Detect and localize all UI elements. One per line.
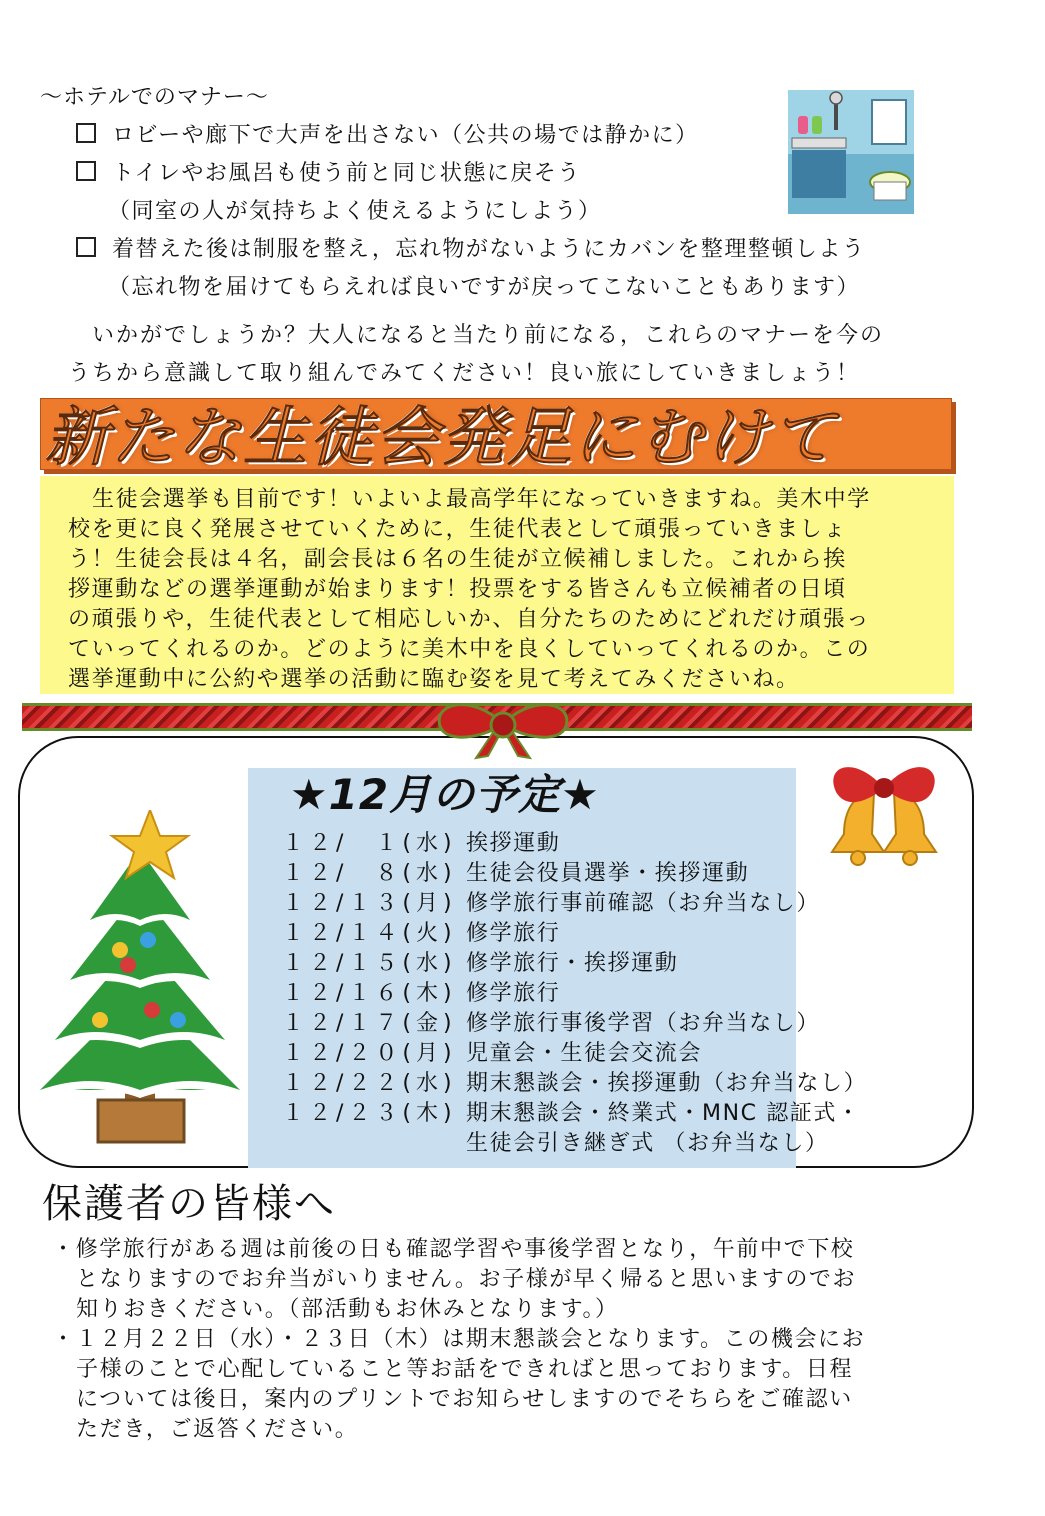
manner-item-2 [76,156,581,187]
parents-line-7: ただき，ご返答ください。 [76,1417,359,1442]
parents-title: 保護者の皆様へ [42,1181,336,1227]
bathroom-icon [788,90,914,218]
schedule-date: １２/１４(火) [282,921,457,946]
manner-item-text: 着替えた後は制服を整え，忘れ物がないようにカバンを整理整頓しよう [112,237,866,262]
schedule-event: 修学旅行・挨拶運動 [466,951,679,976]
parents-line-3: 知りおきください。（部活動もお休みとなります。） [76,1297,619,1322]
schedule-date: １２/２３(木) [282,1101,457,1126]
student-council-line-2: 校を更に良く発展させていくために，生徒代表として頑張っていきましょ [68,517,847,542]
manner-item-2-note: （同室の人が気持ちよく使えるようにしよう） [108,199,602,224]
parents-line-4: ・１２月２２日（水）・２３日（木）は期末懇談会となります。この機会にお [52,1327,866,1352]
parents-line-1: ・修学旅行がある週は前後の日も確認学習や事後学習となり，午前中で下校 [52,1237,855,1262]
schedule-event: 期末懇談会・挨拶運動（お弁当なし） [466,1071,868,1096]
schedule-event: 修学旅行事前確認（お弁当なし） [466,891,821,916]
student-council-line-3: う！生徒会長は４名，副会長は６名の生徒が立候補しました。これから挨 [68,547,847,572]
schedule-title: ★12月の予定★ [290,770,600,819]
student-council-line-4: 拶運動などの選挙運動が始まります！投票をする皆さんも立候補者の日頃 [68,577,847,602]
schedule-event: 生徒会引き継ぎ式 （お弁当なし） [466,1131,829,1156]
schedule-date: １２/２２(水) [282,1071,457,1096]
schedule-event: 修学旅行 [466,921,561,946]
schedule-date: １２/２０(月) [282,1041,457,1066]
christmas-tree-icon [40,810,240,1154]
manner-item-1 [76,118,699,149]
student-council-line-6: ていってくれるのか。どのように美木中を良くしていってくれるのか。この [68,637,871,662]
schedule-event: 挨拶運動 [466,831,561,856]
manner-item-3-note: （忘れ物を届けてもらえれば良いですが戻ってこないこともあります） [108,275,861,300]
manners-closing-line-1: いかがでしょうか？大人になると当たり前になる，これらのマナーを今の [92,323,885,348]
schedule-date: １２/ １(水) [282,831,457,856]
manner-item-3 [76,232,865,263]
schedule-date: １２/１７(金) [282,1011,457,1036]
student-council-line-1: 生徒会選挙も目前です！いよいよ最高学年になっていきますね。美木中学 [92,487,871,512]
manners-title: ～ホテルでのマナー～ [40,85,269,110]
checkbox-icon [76,161,96,181]
schedule-date: １２/１６(木) [282,981,457,1006]
christmas-bells-icon [814,752,954,886]
parents-line-2: となりますのでお弁当がいりません。お子様が早く帰ると思いますのでお [76,1267,857,1292]
schedule-event: 期末懇談会・終業式・MNC 認証式・ [466,1101,861,1126]
schedule-date: １２/１３(月) [282,891,457,916]
manner-item-text: トイレやお風呂も使う前と同じ状態に戻そう [112,161,581,186]
manner-item-text: ロビーや廊下で大声を出さない（公共の場では静かに） [112,123,699,148]
student-council-heading: 新たな生徒会発足にむけて [45,401,837,475]
schedule-event: 修学旅行 [466,981,561,1006]
checkbox-icon [76,237,96,257]
schedule-event: 児童会・生徒会交流会 [466,1041,703,1066]
student-council-line-5: の頑張りや，生徒代表として相応しいか、自分たちのためにどれだけ頑張っ [68,607,870,632]
schedule-event: 修学旅行事後学習（お弁当なし） [466,1011,821,1036]
schedule-date: １２/１５(水) [282,951,457,976]
schedule-date: １２/ ８(水) [282,861,457,886]
parents-line-6: については後日，案内のプリントでお知らせしますのでそちらをご確認い [76,1387,853,1412]
checkbox-icon [76,123,96,143]
parents-line-5: 子様のことで心配していること等お話をできればと思っております。日程 [76,1357,854,1382]
manners-closing-line-2: うちから意識して取り組んでみてください！良い旅にしていきましょう！ [68,361,861,386]
student-council-line-7: 選挙運動中に公約や選挙の活動に臨む姿を見て考えてみくださいね。 [68,667,800,692]
ribbon-bow-icon [428,694,578,764]
schedule-event: 生徒会役員選挙・挨拶運動 [466,861,750,886]
